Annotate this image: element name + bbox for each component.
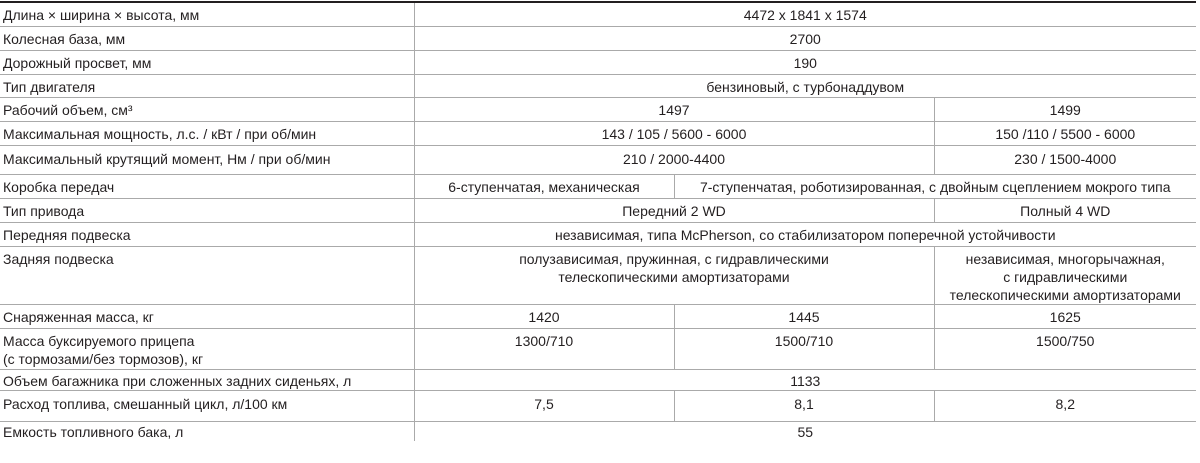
table-row bbox=[0, 390, 1196, 421]
row-label: Масса буксируемого прицепа (с тормозами/без тормозов), кг bbox=[3, 332, 204, 367]
row-value: Передний 2 WD bbox=[414, 198, 934, 222]
row-value: 55 bbox=[414, 421, 1196, 441]
row-label: Емкость топливного бака, л bbox=[3, 423, 184, 440]
table-row bbox=[0, 121, 1196, 145]
table-row bbox=[0, 97, 1196, 121]
row-label: Передняя подвеска bbox=[3, 226, 131, 243]
table-row bbox=[0, 246, 1196, 304]
row-value: 1420 bbox=[414, 304, 674, 328]
row-value: 8,1 bbox=[674, 390, 934, 421]
row-value: 8,2 bbox=[934, 390, 1196, 421]
row-label: Рабочий объем, см³ bbox=[3, 101, 133, 118]
row-label: Расход топлива, смешанный цикл, л/100 км bbox=[3, 395, 288, 412]
row-value: 7,5 bbox=[414, 390, 674, 421]
row-label: Максимальный крутящий момент, Нм / при об/мин bbox=[3, 150, 331, 167]
row-value: 2700 bbox=[414, 26, 1196, 50]
row-value: 1300/710 bbox=[414, 328, 674, 369]
row-value: полузависимая, пружинная, с гидравлическими телескопическими амортизаторами bbox=[414, 246, 934, 304]
table-row bbox=[0, 50, 1196, 74]
table-row bbox=[0, 304, 1196, 328]
table-row bbox=[0, 369, 1196, 390]
row-value: 7-ступенчатая, роботизированная, с двойным сцеплением мокрого типа bbox=[674, 174, 1196, 198]
row-value: Полный 4 WD bbox=[934, 198, 1196, 222]
table-row bbox=[0, 328, 1196, 369]
table-row bbox=[0, 421, 1196, 441]
row-value: независимая, типа McPherson, со стабилизатором поперечной устойчивости bbox=[414, 222, 1196, 246]
row-label: Длина × ширина × высота, мм bbox=[3, 7, 200, 23]
table-row bbox=[0, 26, 1196, 50]
row-label: Снаряженная масса, кг bbox=[3, 308, 154, 325]
row-value: 143 / 105 / 5600 - 6000 bbox=[414, 121, 934, 145]
table-row bbox=[0, 3, 1196, 26]
row-label: Объем багажника при сложенных задних сиденьях, л bbox=[3, 372, 352, 389]
row-value: 1625 bbox=[934, 304, 1196, 328]
row-value: независимая, многорычажная, с гидравлическими телескопическими амортизаторами bbox=[934, 246, 1196, 304]
row-value: 1497 bbox=[414, 97, 934, 121]
row-value: 1133 bbox=[414, 369, 1196, 390]
row-value: 1500/710 bbox=[674, 328, 934, 369]
row-value: 1445 bbox=[674, 304, 934, 328]
row-value: 1499 bbox=[934, 97, 1196, 121]
row-label: Тип двигателя bbox=[3, 78, 96, 95]
row-label: Задняя подвеска bbox=[3, 250, 114, 267]
row-value: 190 bbox=[414, 50, 1196, 74]
table-row bbox=[0, 74, 1196, 97]
table-row bbox=[0, 174, 1196, 198]
row-label: Максимальная мощность, л.с. / кВт / при об/мин bbox=[3, 125, 317, 142]
table-row bbox=[0, 198, 1196, 222]
table-row bbox=[0, 145, 1196, 174]
row-value: 6-ступенчатая, механическая bbox=[414, 174, 674, 198]
row-value: 150 /110 / 5500 - 6000 bbox=[934, 121, 1196, 145]
row-label: Коробка передач bbox=[3, 178, 115, 195]
row-label: Тип привода bbox=[3, 202, 85, 219]
table-row bbox=[0, 222, 1196, 246]
row-label: Дорожный просвет, мм bbox=[3, 54, 152, 71]
specifications-table bbox=[0, 3, 1196, 441]
row-value: бензиновый, с турбонаддувом bbox=[414, 74, 1196, 97]
row-value: 210 / 2000-4400 bbox=[414, 145, 934, 174]
row-value: 230 / 1500-4000 bbox=[934, 145, 1196, 174]
row-value: 4472 x 1841 x 1574 bbox=[414, 3, 1196, 26]
row-value: 1500/750 bbox=[934, 328, 1196, 369]
row-label: Колесная база, мм bbox=[3, 30, 126, 47]
